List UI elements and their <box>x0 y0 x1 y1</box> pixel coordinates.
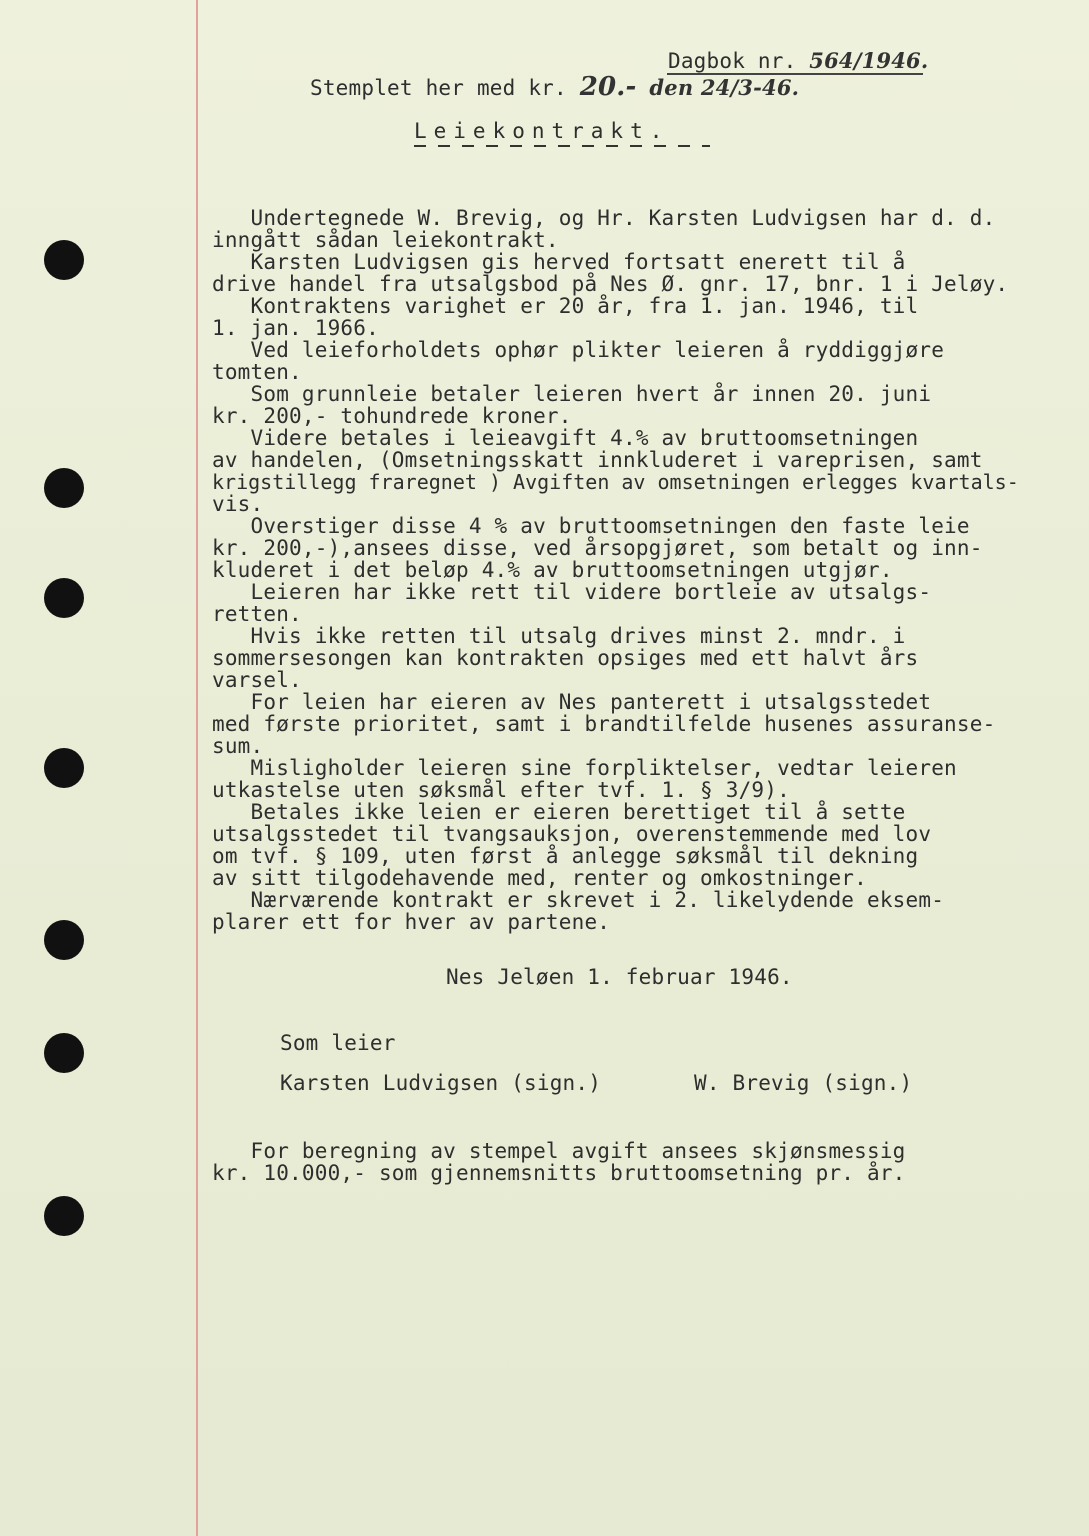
dagbok-label: Dagbok nr. <box>668 49 797 73</box>
document-title: Leiekontrakt. <box>414 119 670 143</box>
margin-rule <box>196 0 198 1536</box>
place-date: Nes Jeløen 1. februar 1946. <box>446 965 793 989</box>
body-line: sommersesongen kan kontrakten opsiges med ett halvt års <box>212 646 919 670</box>
title-dashed-rule <box>414 145 710 147</box>
body-line: Videre betales i leieavgift 4.% av bruttoomsetningen <box>212 426 919 450</box>
punch-hole <box>44 1033 84 1073</box>
stamp-label: Stemplet her med kr. <box>310 76 567 100</box>
body-line: vis. <box>212 492 264 516</box>
body-line: Misligholder leieren sine forpliktelser, vedtar leieren <box>212 756 957 780</box>
body-line: om tvf. § 109, uten først å anlegge søksmål til dekning <box>212 844 919 868</box>
body-line: Hvis ikke retten til utsalg drives minst 2. mndr. i <box>212 624 906 648</box>
body-line: retten. <box>212 602 302 626</box>
body-line: drive handel fra utsalgsbod på Nes Ø. gnr. 17, bnr. 1 i Jeløy. <box>212 272 1009 296</box>
body-line: av sitt tilgodehavende med, renter og omkostninger. <box>212 866 867 890</box>
punch-hole <box>44 578 84 618</box>
body-line: av handelen, (Omsetningsskatt innkluderet i vareprisen, samt <box>212 448 983 472</box>
body-line: plarer ett for hver av partene. <box>212 910 611 934</box>
body-line: krigstillegg fraregnet ) Avgiften av omsetningen erlegges kvartals- <box>212 470 1019 494</box>
body-line: Ved leieforholdets ophør plikter leieren å ryddiggjøre <box>212 338 945 362</box>
dagbok-reference <box>668 50 928 72</box>
body-line: varsel. <box>212 668 302 692</box>
punch-hole <box>44 240 84 280</box>
footer-line: kr. 10.000,- som gjennemsnitts bruttoomsetning pr. år. <box>212 1161 906 1185</box>
punch-hole <box>44 468 84 508</box>
body-line: kluderet i det beløp 4.% av bruttoomsetningen utgjør. <box>212 558 893 582</box>
stamp-amount: 20.- <box>579 72 637 102</box>
punch-hole <box>44 748 84 788</box>
owner-signature: W. Brevig (sign.) <box>694 1071 913 1095</box>
body-line: utkastelse uten søksmål efter tvf. 1. § 3/9). <box>212 778 790 802</box>
body-line: kr. 200,- tohundrede kroner. <box>212 404 572 428</box>
body-line: tomten. <box>212 360 302 384</box>
body-line: med første prioritet, samt i brandtilfelde husenes assuranse- <box>212 712 996 736</box>
body-line: Undertegnede W. Brevig, og Hr. Karsten Ludvigsen har d. d. <box>212 206 996 230</box>
body-line: Leieren har ikke rett til videre bortleie av utsalgs- <box>212 580 932 604</box>
body-line: sum. <box>212 734 264 758</box>
tenant-signature: Karsten Ludvigsen (sign.) <box>280 1071 602 1095</box>
punch-hole <box>44 1196 84 1236</box>
stamp-line <box>310 72 800 102</box>
body-line: Nærværende kontrakt er skrevet i 2. likelydende eksem- <box>212 888 945 912</box>
body-line: For leien har eieren av Nes panterett i utsalgsstedet <box>212 690 932 714</box>
punch-hole <box>44 920 84 960</box>
body-line: Betales ikke leien er eieren berettiget til å sette <box>212 800 906 824</box>
body-line: kr. 200,-),ansees disse, ved årsopgjøret, som betalt og inn- <box>212 536 983 560</box>
body-line: Som grunnleie betaler leieren hvert år innen 20. juni <box>212 382 932 406</box>
stamp-date: den 24/3-46. <box>649 75 800 100</box>
body-line: 1. jan. 1966. <box>212 316 379 340</box>
footer-line: For beregning av stempel avgift ansees skjønsmessig <box>212 1139 906 1163</box>
role-label: Som leier <box>280 1031 396 1055</box>
body-line: utsalgsstedet til tvangsauksjon, overenstemmende med lov <box>212 822 932 846</box>
body-line: Overstiger disse 4 % av bruttoomsetningen den faste leie <box>212 514 970 538</box>
body-line: Kontraktens varighet er 20 år, fra 1. jan. 1946, til <box>212 294 919 318</box>
body-line: inngått sådan leiekontrakt. <box>212 228 559 252</box>
dagbok-number: 564/1946. <box>809 48 929 73</box>
body-line: Karsten Ludvigsen gis herved fortsatt enerett til å <box>212 250 906 274</box>
